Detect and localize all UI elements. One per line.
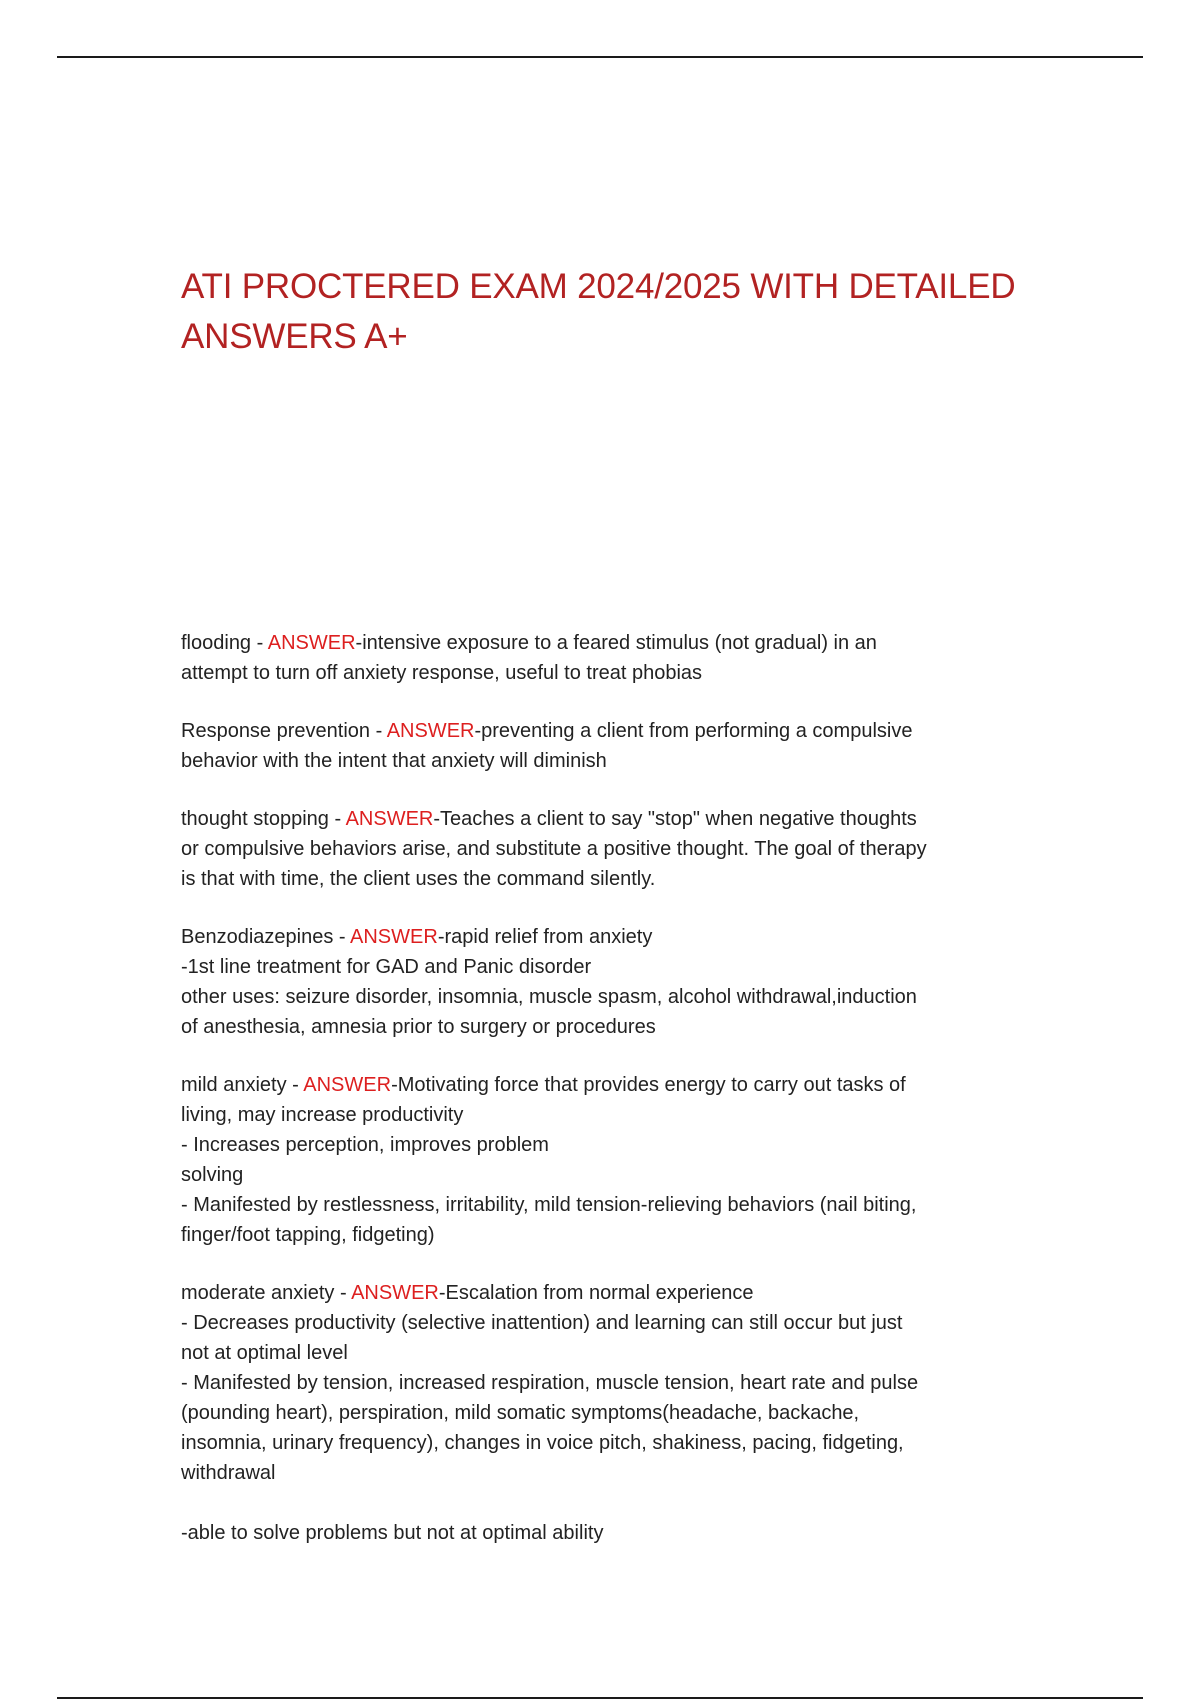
qa-answer-line: withdrawal [181,1462,276,1484]
qa-answer-line: is that with time, the client uses the command silently. [181,868,656,890]
qa-term: flooding - [181,632,268,654]
answer-label: ANSWER [345,808,434,830]
qa-entry [181,1070,1031,1250]
qa-answer-line: finger/foot tapping, fidgeting) [181,1224,435,1246]
qa-list [181,628,1031,1576]
qa-term: mild anxiety - [181,1074,304,1096]
qa-first-line [181,1070,1031,1100]
qa-answer-line: - Manifested by restlessness, irritability, mild tension-relieving behaviors (nail biting, [181,1194,917,1216]
qa-entry [181,1278,1031,1548]
qa-answer-start: -Motivating force that provides energy to carry out tasks of [391,1074,906,1096]
qa-answer-line: - Increases perception, improves problem [181,1134,549,1156]
qa-answer-line: attempt to turn off anxiety response, useful to treat phobias [181,662,703,684]
document-title [181,262,1061,362]
top-rule [57,56,1143,58]
qa-answer-start: -intensive exposure to a feared stimulus (not gradual) in an [355,632,877,654]
qa-answer-line: other uses: seizure disorder, insomnia, muscle spasm, alcohol withdrawal,induction [181,986,917,1008]
qa-term: Response prevention - [181,720,387,742]
qa-answer-line: - Manifested by tension, increased respiration, muscle tension, heart rate and pulse [181,1372,919,1394]
qa-first-line [181,628,1031,658]
qa-answer-start: -preventing a client from performing a compulsive [474,720,913,742]
answer-label: ANSWER [386,720,475,742]
qa-answer-start: -Teaches a client to say "stop" when negative thoughts [433,808,917,830]
qa-answer-line: living, may increase productivity [181,1104,464,1126]
qa-term: moderate anxiety - [181,1282,352,1304]
qa-term: Benzodiazepines - [181,926,351,948]
qa-answer-line: solving [181,1164,244,1186]
qa-answer-line: behavior with the intent that anxiety will diminish [181,750,607,772]
qa-first-line [181,922,1031,952]
qa-answer-line [181,1488,1031,1518]
qa-entry [181,716,1031,776]
qa-answer-line: -1st line treatment for GAD and Panic disorder [181,956,592,978]
answer-label: ANSWER [350,926,438,948]
qa-term: thought stopping - [181,808,346,830]
qa-answer-line: -able to solve problems but not at optimal ability [181,1522,604,1544]
qa-answer-line: - Decreases productivity (selective inattention) and learning can still occur but just [181,1312,903,1334]
answer-label: ANSWER [267,632,356,654]
qa-answer-line: (pounding heart), perspiration, mild somatic symptoms(headache, backache, [181,1402,860,1424]
qa-entry [181,922,1031,1042]
qa-answer-line: insomnia, urinary frequency), changes in voice pitch, shakiness, pacing, fidgeting, [181,1432,904,1454]
qa-entry [181,804,1031,894]
qa-answer-line: of anesthesia, amnesia prior to surgery or procedures [181,1016,656,1038]
title-line-2: ANSWERS A+ [181,317,408,356]
answer-label: ANSWER [303,1074,392,1096]
qa-first-line [181,1278,1031,1308]
qa-answer-line: or compulsive behaviors arise, and substitute a positive thought. The goal of therapy [181,838,927,860]
qa-first-line [181,716,1031,746]
qa-answer-line: not at optimal level [181,1342,348,1364]
qa-answer-start: -Escalation from normal experience [438,1282,754,1304]
bottom-rule [57,1697,1143,1699]
qa-first-line [181,804,1031,834]
qa-entry [181,628,1031,688]
qa-answer-start: -rapid relief from anxiety [437,926,653,948]
title-line-1: ATI PROCTERED EXAM 2024/2025 WITH DETAILED [181,267,1016,306]
answer-label: ANSWER [351,1282,439,1304]
